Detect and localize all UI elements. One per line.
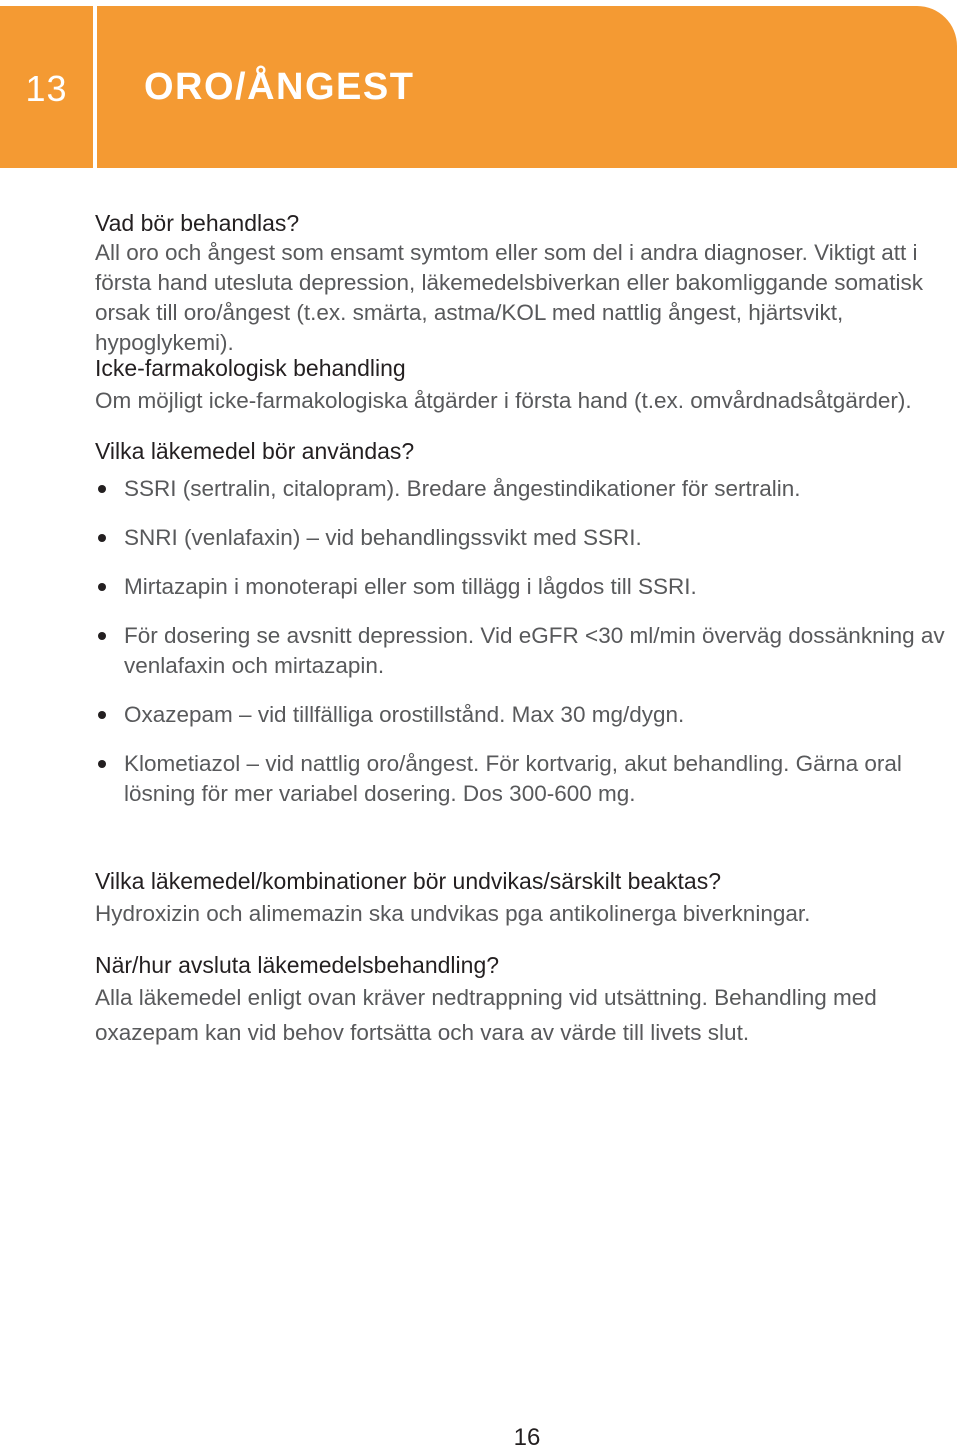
list-item-text: Oxazepam – vid tillfälliga orostillstånd. Max 30 mg/dygn. [124, 702, 685, 727]
section-when-to-stop [95, 950, 950, 1050]
bullet-icon [98, 760, 106, 768]
list-item [95, 749, 950, 809]
chapter-number: 13 [25, 68, 68, 109]
list-item-text: För dosering se avsnitt depression. Vid eGFR <30 ml/min överväg dossänkning av venlafaxin och mirtazapin. [124, 623, 945, 678]
section-heading: Vilka läkemedel bör användas? [95, 438, 415, 464]
bullet-icon [98, 485, 106, 493]
list-item [95, 474, 950, 504]
section-text: Alla läkemedel enligt ovan kräver nedtrappning vid utsättning. Behandling med oxazepam kan vid behov fortsätta och vara av värde till livets slut. [95, 985, 877, 1045]
section-avoid [95, 866, 950, 931]
section-text: All oro och ångest som ensamt symtom eller som del i andra diagnoser. Viktigt att i första hand utesluta depression, läkemedelsbiverkan eller bakomliggande somatisk orsak till oro/ångest (t.ex. smärta, astma/KOL med nattlig ångest, hjärtsvikt, hypoglykemi). [95, 240, 923, 355]
chapter-title-box [97, 6, 957, 168]
chapter-number-box [0, 6, 93, 168]
list-item-text: SSRI (sertralin, citalopram). Bredare ångestindikationer för sertralin. [124, 476, 801, 501]
section-non-pharmacological [95, 353, 950, 418]
list-item [95, 621, 950, 681]
chapter-title: ORO/ÅNGEST [144, 66, 415, 108]
section-which-drugs [95, 436, 950, 828]
list-item-text: Klometiazol – vid nattlig oro/ångest. För kortvarig, akut behandling. Gärna oral lösning för mer variabel dosering. Dos 300-600 mg. [124, 751, 902, 806]
bullet-icon [98, 711, 106, 719]
bullet-icon [98, 583, 106, 591]
list-item [95, 523, 950, 553]
section-heading: Vad bör behandlas? [95, 210, 300, 236]
section-text: Hydroxizin och alimemazin ska undvikas pga antikolinerga biverkningar. [95, 901, 811, 926]
section-heading: Icke-farmakologisk behandling [95, 355, 406, 381]
list-item [95, 700, 950, 730]
list-item-text: Mirtazapin i monoterapi eller som tillägg i lågdos till SSRI. [124, 574, 697, 599]
section-text: Om möjligt icke-farmakologiska åtgärder i första hand (t.ex. omvårdnadsåtgärder). [95, 388, 912, 413]
section-what-to-treat [95, 208, 950, 358]
section-heading: Vilka läkemedel/kombinationer bör undvikas/särskilt beaktas? [95, 868, 722, 894]
drug-list [95, 474, 950, 809]
list-item [95, 572, 950, 602]
list-item-text: SNRI (venlafaxin) – vid behandlingssvikt med SSRI. [124, 525, 642, 550]
page-number: 16 [513, 1424, 541, 1451]
bullet-icon [98, 632, 106, 640]
bullet-icon [98, 534, 106, 542]
section-heading: När/hur avsluta läkemedelsbehandling? [95, 952, 500, 978]
chapter-header [0, 6, 957, 168]
